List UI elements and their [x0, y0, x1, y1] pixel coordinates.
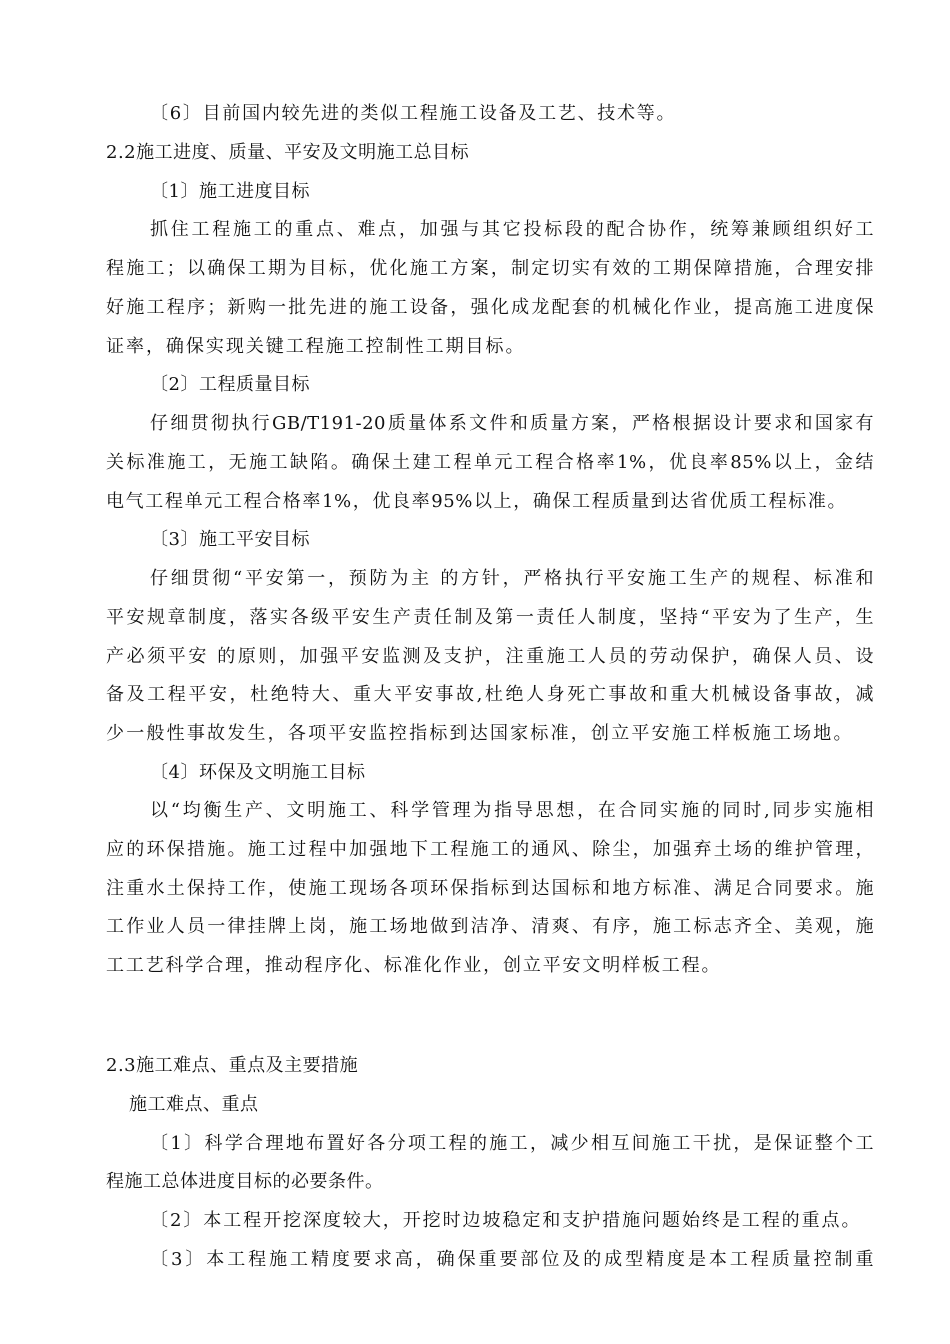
safety-paragraph-line: 产必须平安 的原则，加强平安监测及支护，注重施工人员的劳动保护，确保人员、设 [106, 646, 874, 667]
quality-paragraph-line: 电气工程单元工程合格率1%，优良率95%以上，确保工程质量到达省优质工程标准。 [106, 491, 846, 512]
quality-target-heading: 〔2〕工程质量目标 [150, 374, 310, 395]
progress-paragraph-line: 抓住工程施工的重点、难点，加强与其它投标段的配合协作，统筹兼顾组织好工 [150, 219, 874, 240]
section-2-2-heading: 2.2施工进度、质量、平安及文明施工总目标 [106, 142, 470, 163]
environment-paragraph-line: 工作业人员一律挂牌上岗，施工场地做到洁净、清爽、有序，施工标志齐全、美观，施 [106, 916, 874, 937]
difficulty-item-1-line: 程施工总体进度目标的必要条件。 [106, 1171, 384, 1192]
environment-paragraph-line: 应的环保措施。施工过程中加强地下工程施工的通风、除尘，加强弃土场的维护管理， [106, 839, 874, 860]
section-2-3-heading: 2.3施工难点、重点及主要措施 [106, 1055, 359, 1076]
quality-paragraph-line: 关标准施工，无施工缺陷。确保土建工程单元工程合格率1%，优良率85%以上，金结 [106, 452, 874, 473]
quality-paragraph-line: 仔细贯彻执行GB/T191-20质量体系文件和质量方案，严格根据设计要求和国家有 [150, 413, 874, 434]
progress-paragraph-line: 证率，确保实现关键工程施工控制性工期目标。 [106, 336, 524, 357]
progress-target-heading: 〔1〕施工进度目标 [150, 181, 310, 202]
environment-paragraph-line: 以“均衡生产、文明施工、科学管理为指导思想，在合同实施的同时,同步实施相 [150, 800, 874, 821]
item-6-line: 〔6〕目前国内较先进的类似工程施工设备及工艺、技术等。 [150, 103, 675, 124]
progress-paragraph-line: 好施工程序；新购一批先进的施工设备，强化成龙配套的机械化作业，提高施工进度保 [106, 297, 874, 318]
environment-target-heading: 〔4〕环保及文明施工目标 [150, 762, 366, 783]
safety-paragraph-line: 备及工程平安，杜绝特大、重大平安事故,杜绝人身死亡事故和重大机械设备事故，减 [106, 684, 874, 705]
difficulty-item-3: 〔3〕本工程施工精度要求高，确保重要部位及的成型精度是本工程质量控制重 [150, 1249, 874, 1270]
difficulties-subheading: 施工难点、重点 [129, 1094, 259, 1115]
safety-paragraph-line: 少一般性事故发生，各项平安监控指标到达国家标准，创立平安施工样板施工场地。 [106, 723, 852, 744]
difficulty-item-1-line: 〔1〕科学合理地布置好各分项工程的施工，减少相互间施工干扰，是保证整个工 [150, 1133, 874, 1154]
safety-paragraph-line: 平安规章制度，落实各级平安生产责任制及第一责任人制度，坚持“平安为了生产，生 [106, 607, 874, 628]
safety-paragraph-line: 仔细贯彻“平安第一，预防为主 的方针，严格执行平安施工生产的规程、标准和 [150, 568, 874, 589]
environment-paragraph-line: 注重水土保持工作，使施工现场各项环保指标到达国标和地方标准、满足合同要求。施 [106, 878, 874, 899]
progress-paragraph-line: 程施工；以确保工期为目标，优化施工方案，制定切实有效的工期保障措施，合理安排 [106, 258, 874, 279]
environment-paragraph-line: 工工艺科学合理，推动程序化、标准化作业，创立平安文明样板工程。 [106, 955, 720, 976]
difficulty-item-2: 〔2〕本工程开挖深度较大，开挖时边坡稳定和支护措施问题始终是工程的重点。 [150, 1210, 860, 1231]
safety-target-heading: 〔3〕施工平安目标 [150, 529, 310, 550]
